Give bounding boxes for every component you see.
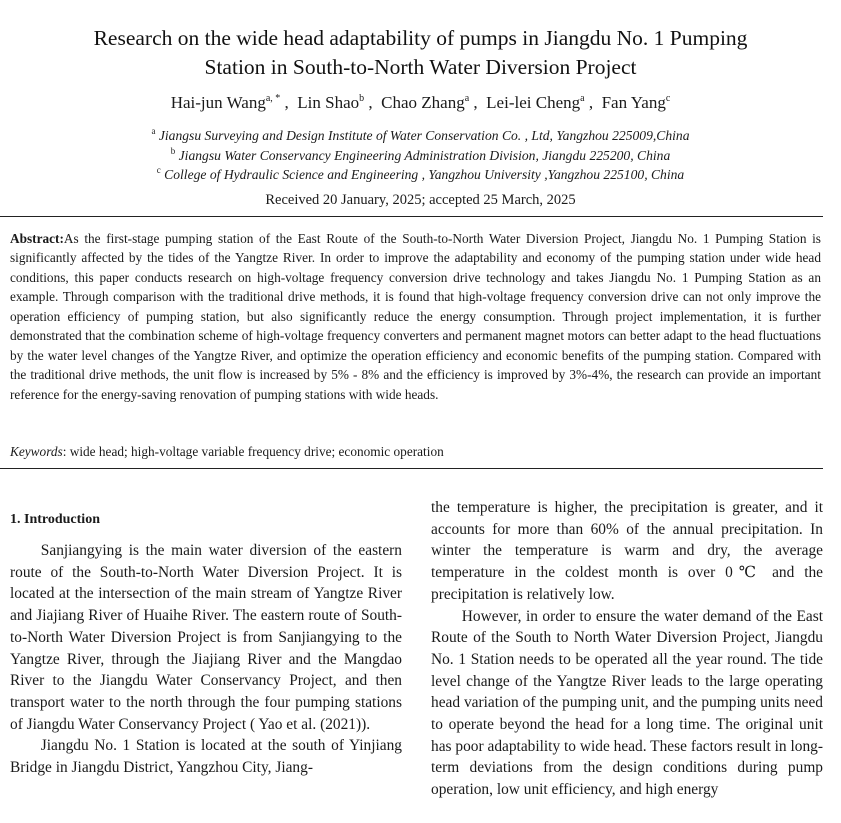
title-line-1: Research on the wide head adaptability of pumps in Jiangdu No. 1 Pumping [93, 26, 748, 50]
divider-top [0, 216, 823, 217]
paragraph: the temperature is higher, the precipitation is greater, and it accounts for more than 60% of the annual precipitation. In winter the temperature is warm and dry, the average temperature in the coldest month is over 0℃ and the precipitation is relatively low. [431, 499, 823, 603]
divider-bottom [0, 468, 823, 469]
affiliation-text: Jiangsu Water Conservancy Engineering Administration Division, Jiangdu 225200, China [178, 147, 671, 163]
affiliation [40, 146, 801, 166]
left-column [10, 540, 402, 779]
abstract [10, 229, 821, 404]
affiliations [40, 126, 801, 185]
author-sup: a, * [265, 93, 281, 104]
affiliation-sup: a [151, 126, 156, 136]
author: Lin Shao [297, 93, 360, 112]
keywords [10, 442, 821, 462]
author-sup: b [359, 93, 365, 104]
author: Hai-jun Wang [170, 93, 266, 112]
received-date: Received 20 January, 2025; accepted 25 March, 2025 [265, 192, 576, 208]
affiliation-text: Jiangsu Surveying and Design Institute of Water Conservation Co. , Ltd, Yangzhou 225009,China [158, 128, 690, 143]
author-sup: c [665, 93, 671, 104]
author-sup: a [580, 93, 585, 104]
abstract-label: Abstract [10, 231, 60, 246]
affiliation [40, 165, 801, 185]
author: Chao Zhang [381, 93, 465, 112]
affiliation-sup: c [156, 165, 161, 175]
author-sup: a [464, 93, 470, 104]
author: Fan Yang [601, 93, 666, 112]
keywords-text: wide head; high-voltage variable frequency drive; economic operation [69, 444, 444, 459]
paper-title [40, 24, 801, 82]
right-column [431, 497, 823, 801]
author: Lei-lei Cheng [486, 93, 581, 112]
paragraph: However, in order to ensure the water demand of the East Route of the South to North Water Diversion Project, Jiangdu No. 1 Station needs to be operated all the year round. The tide level change of the Yangtze River leads to the large operating head variation of the pumping unit, and the pumping units need to operate beyond the head for a long time. The original unit has poor adaptability to wide head. These factors result in long-term deviations from the design conditions during pump operation, low unit efficiency, and high energy [431, 607, 823, 799]
keywords-sep: : [62, 444, 70, 459]
affiliation-sup: b [170, 145, 176, 156]
affiliation-text: College of Hydraulic Science and Engineering , Yangzhou University ,Yangzhou 225100, China [164, 167, 685, 182]
paragraph: Sanjiangying is the main water diversion of the eastern route of the South-to-North Water Diversion Project. It is located at the intersection of the main stream of Yangtze River and Jiajiang River of Huaihe River. The eastern route of South-to-North Water Diversion Project is from Sanjiangying to the Yangtze River, through the Jiajiang River and the Mangdao River to the Jiangdu Water Conservancy Project, and then transport water to the north through the four pumping stations of Jiangdu Water Conservancy Project ( Yao et al. (2021)). [10, 542, 402, 733]
section-heading: 1. Introduction [10, 512, 100, 527]
abstract-sep: : [59, 231, 64, 246]
abstract-text: As the first-stage pumping station of the East Route of the South-to-North Water Diversion Project, Jiangdu No. 1 Pumping Station is significantly affected by the tides of the Yangtze River. In order to improve the adaptability and economy of the pumping station under wide head conditions, this paper conducts research on high-voltage frequency conversion drive technology and takes Jiangdu No. 1 Pumping Station as an example. Through comparison with the traditional drive methods, it is found that high-voltage frequency conversion drive can not only improve the operation efficiency of pumping station, but also significantly reduce the energy consumption. Through project implementation, it is further demonstrated that the combination scheme of high-voltage frequency converters and permanent magnet motors can better adapt to the head fluctuations by the water level changes of the Yangtze River, and optimize the operation efficiency and economic benefits of the pumping station. Compared with the traditional drive methods, the unit flow is increased by 5% - 8% and the efficiency is improved by 3%-4%, the research can provide an important reference for the energy-saving renovation of pumping stations with wide heads. [10, 231, 821, 402]
title-line-2: Station in South-to-North Water Diversion Project [204, 55, 637, 79]
affiliation [40, 126, 801, 146]
author-list: Hai-jun Wang$^{a, *}$ , Lin Shao$^b$ , Chao Zhang$^a$ , Lei-lei Cheng$^a$ , Fan Yang$^c$ [170, 93, 671, 112]
keywords-label: Keywords [10, 444, 63, 459]
paragraph: Jiangdu No. 1 Station is located at the south of Yinjiang Bridge in Jiangdu District, Yangzhou City, Jiang- [10, 737, 402, 777]
